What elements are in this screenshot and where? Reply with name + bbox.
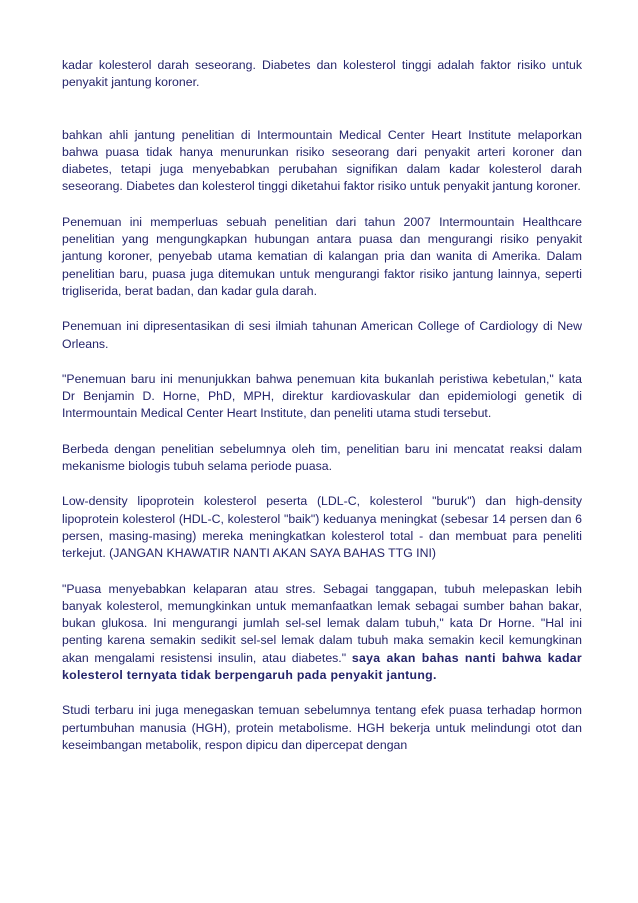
paragraph-9: Studi terbaru ini juga menegaskan temuan sebelumnya tentang efek puasa terhadap hormon pertumbuhan manusia (HGH), protein metabolisme. HGH bekerja untuk melindungi otot dan keseimbangan metabolik, respon dipicu dan dipercepat dengan <box>62 703 582 752</box>
paragraph-8 <box>62 581 582 685</box>
paragraph-5: "Penemuan baru ini menunjukkan bahwa penemuan kita bukanlah peristiwa kebetulan," kata Dr Benjamin D. Horne, PhD, MPH, direktur kardiovaskular dan epidemiologi genetik di Intermountain Medical Center Heart Institute, dan peneliti utama studi tersebut. <box>62 371 582 421</box>
paragraph-3: Penemuan ini memperluas sebuah penelitian dari tahun 2007 Intermountain Healthcare penelitian yang mengungkapkan hubungan antara puasa dan mengurangi risiko penyakit jantung koroner, penyebab utama kematian di kalangan pria dan wanita di Amerika. Dalam penelitian baru, puasa juga ditemukan untuk mengurangi faktor risiko jantung lainnya, seperti trigliserida, berat badan, dan kadar gula darah. <box>62 214 582 298</box>
paragraph-1: kadar kolesterol darah seseorang. Diabetes dan kolesterol tinggi adalah faktor risiko untuk penyakit jantung koroner. <box>62 58 582 90</box>
paragraph-4: Penemuan ini dipresentasikan di sesi ilmiah tahunan American College of Cardiology di New Orleans. <box>62 319 582 351</box>
paragraph-2: bahkan ahli jantung penelitian di Intermountain Medical Center Heart Institute melaporkan bahwa puasa tidak hanya menurunkan risiko seseorang dari penyakit arteri koroner dan diabetes, tetapi juga menyebabkan perubahan signifikan dalam kadar kolesterol darah seseorang. Diabetes dan kolesterol tinggi diketahui faktor risiko untuk penyakit jantung koroner. <box>62 127 582 194</box>
paragraph-8-bold-note: saya akan bahas nanti bahwa kadar kolesterol ternyata tidak berpengaruh pada penyakit jantung. <box>62 650 583 683</box>
paragraph-8-text: "Puasa menyebabkan kelaparan atau stres. Sebagai tanggapan, tubuh melepaskan lebih banyak kolesterol, memungkinkan untuk memanfaatkan lemak sebagai sumber bahan bakar, bukan glukosa. Ini mengurangi jumlah sel-sel lemak dalam tubuh," kata Dr Horne. "Hal ini penting karena semakin sedikit sel-sel lemak dalam tubuh maka semakin kecil kemungkinan akan mengalami resistensi insulin, atau diabetes." <box>62 581 582 665</box>
paragraph-6: Berbeda dengan penelitian sebelumnya oleh tim, penelitian baru ini mencatat reaksi dalam mekanisme biologis tubuh selama periode puasa. <box>62 441 582 474</box>
paragraph-7: Low-density lipoprotein kolesterol peserta (LDL-C, kolesterol "buruk") dan high-density lipoprotein kolesterol (HDL-C, kolesterol "baik") keduanya meningkat (sebesar 14 persen dan 6 persen, masing-masing) mereka meningkatkan kolesterol total - dan membuat para peneliti terkejut. (JANGAN KHAWATIR NANTI AKAN SAYA BAHAS TTG INI) <box>62 494 582 561</box>
